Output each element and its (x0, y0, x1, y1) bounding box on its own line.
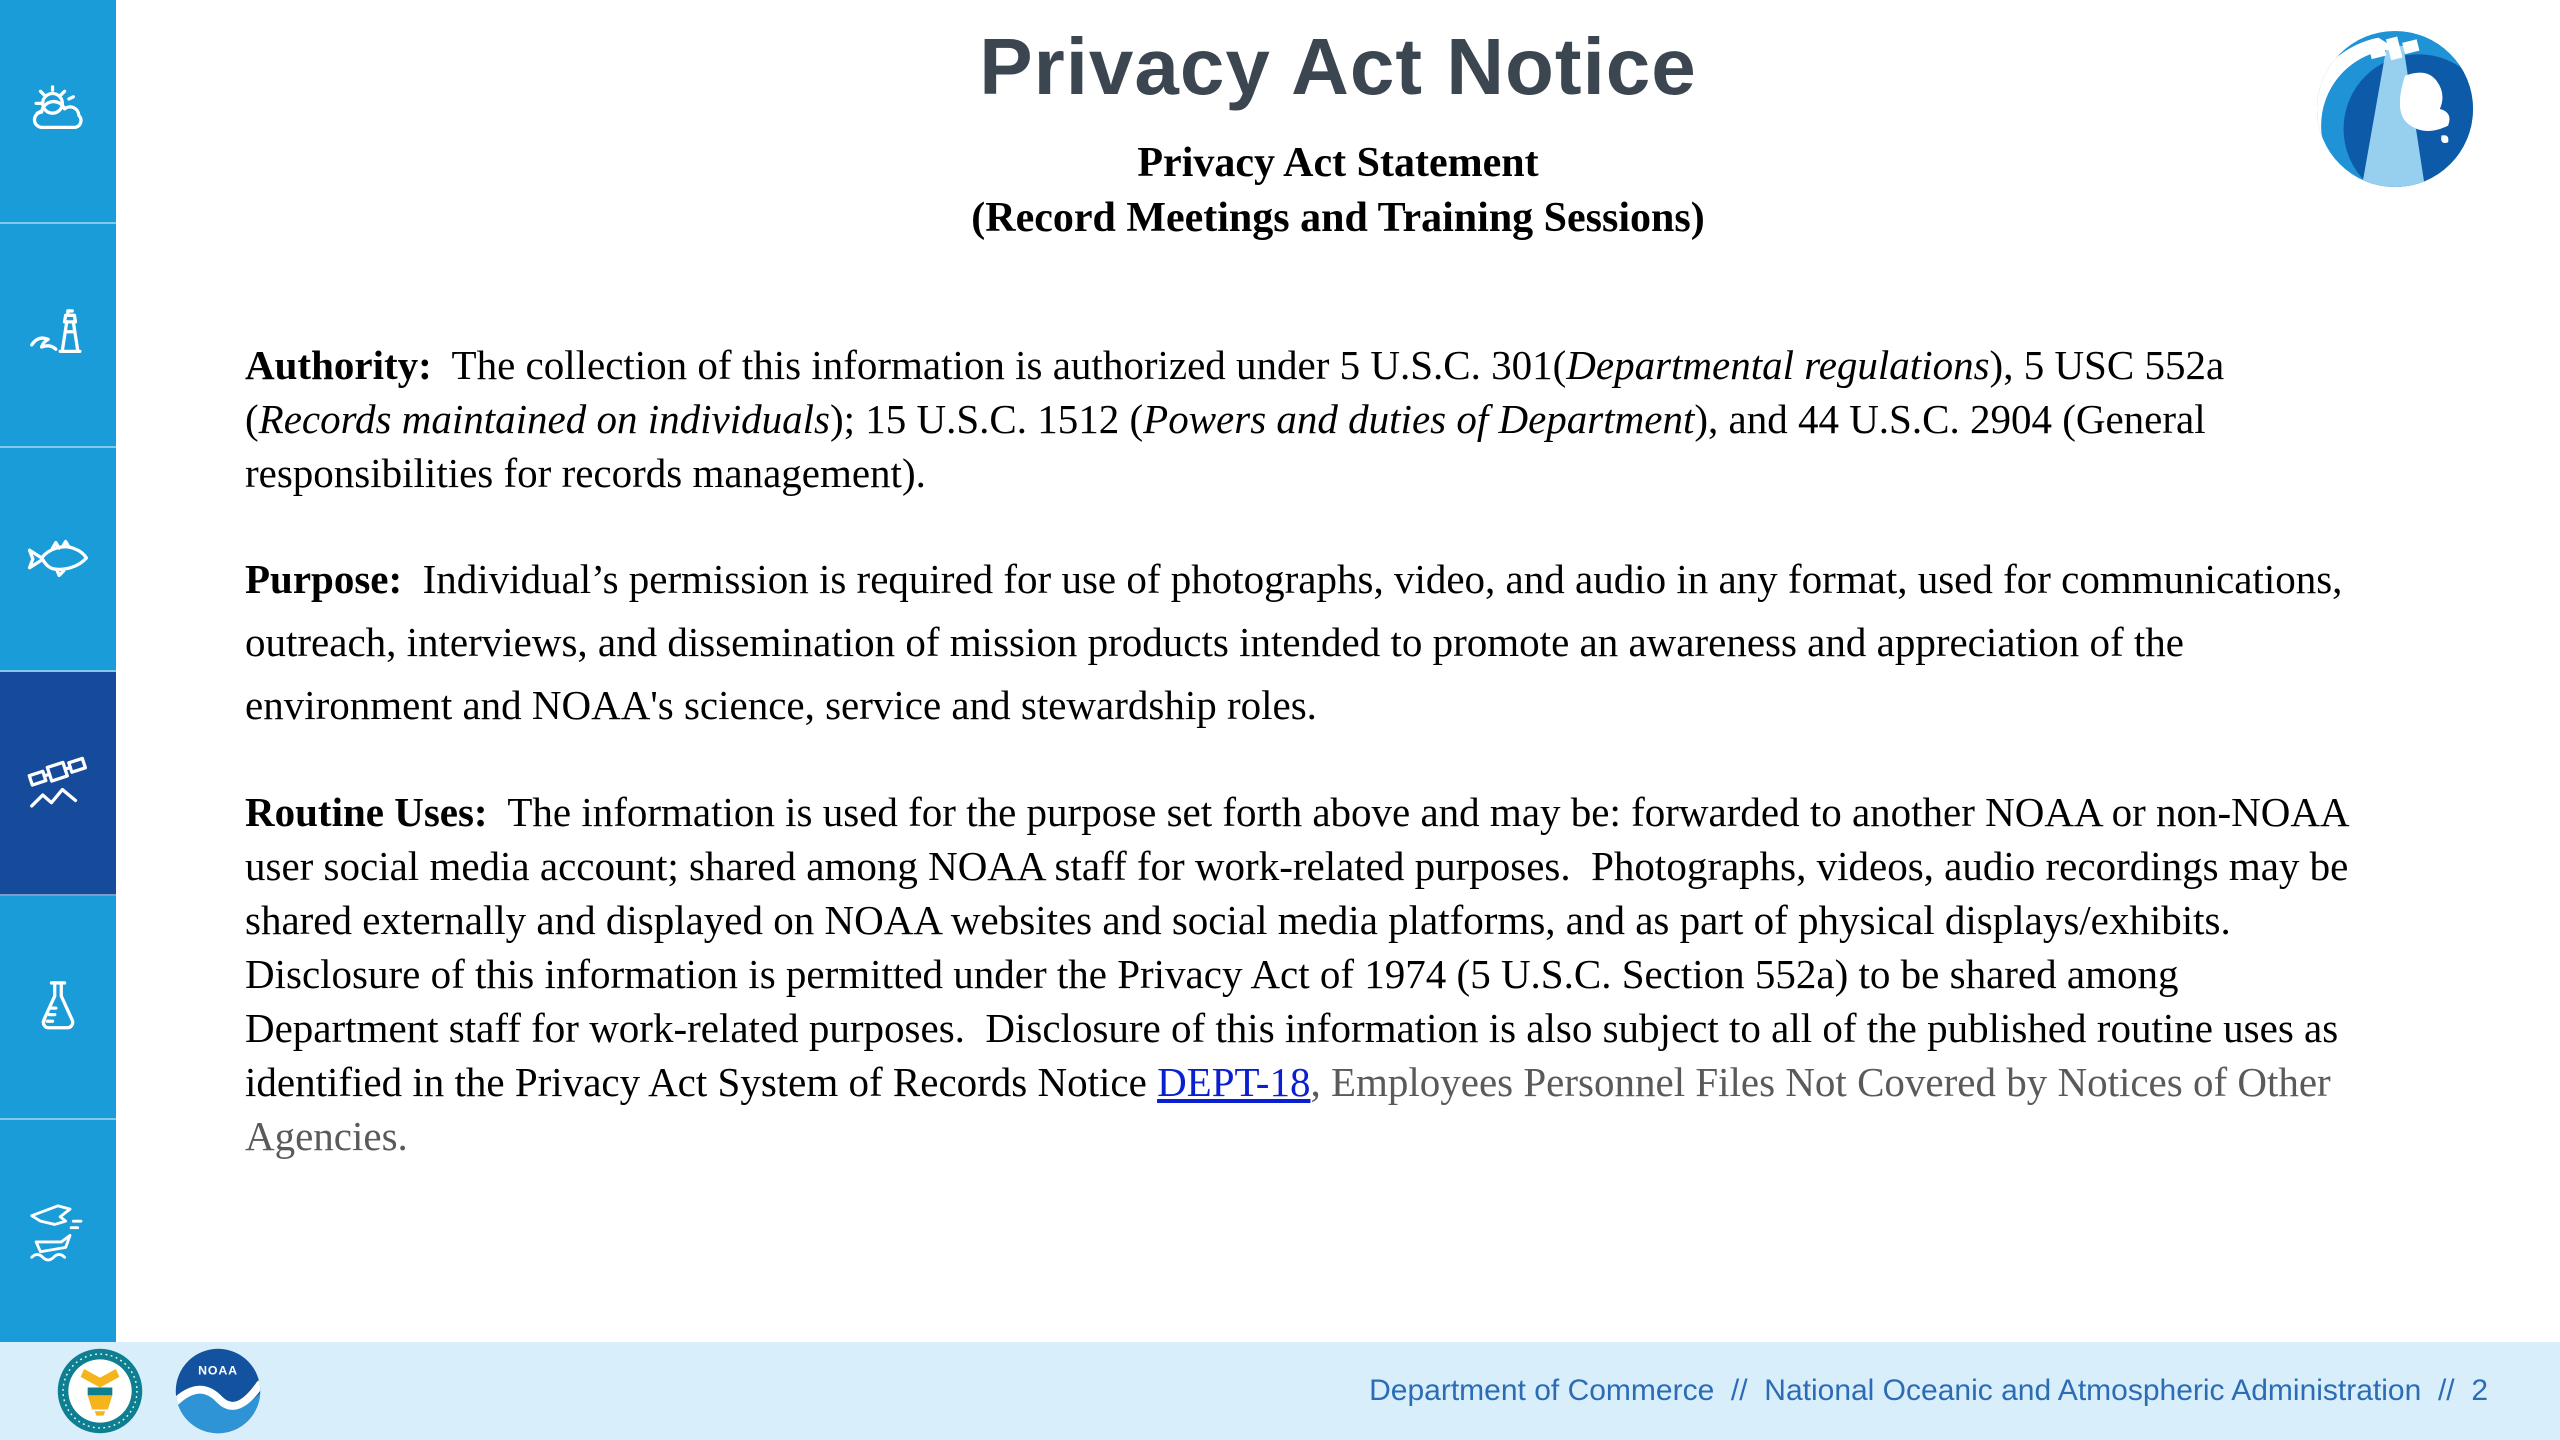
dept-18-link[interactable]: DEPT-18 (1157, 1058, 1311, 1105)
page-title: Privacy Act Notice (979, 22, 1697, 111)
authority-segment: Powers and duties of Department (1143, 395, 1695, 442)
routine-uses-segment: The information is used for the purpose set forth above and may be: forwarded to another NOAA or non-NOAA user social media account; shared among NOAA staff for work-related purposes. Photographs, videos, audio recordings may be shared externally and displayed on NOAA websites and social media platforms, and as part of physical displays/exhibits. Disclosure of this information is permitted under the Privacy Act of 1974 (5 U.S.C. Section 552a) to be shared among Department staff for work-related purposes. Disclosure of this information is also subject to all of the published routine uses as identified in the Privacy Act System of Records Notice (245, 788, 2359, 1105)
purpose-paragraph (245, 548, 2353, 737)
page-number: 2 (2471, 1374, 2488, 1407)
sidebar-item-marine-aviation[interactable] (0, 1120, 116, 1342)
lighthouse-wave-icon (23, 300, 93, 370)
fish-icon (23, 524, 93, 594)
subtitle-line-1: Privacy Act Statement (1137, 139, 1539, 186)
authority-segment: ), and 44 U.S.C. 2904 (General responsibilities for records management). (245, 395, 2216, 496)
sidebar-item-satellites[interactable] (0, 672, 116, 896)
department-of-commerce-seal (56, 1347, 144, 1435)
flask-icon (23, 972, 93, 1042)
sidebar-item-weather[interactable] (0, 0, 116, 224)
noaa-logo-text: NOAA (198, 1363, 238, 1378)
footer-logos (56, 1347, 262, 1435)
plane-ship-icon (23, 1196, 93, 1266)
footer-agency: National Oceanic and Atmospheric Administration (1764, 1374, 2422, 1407)
privacy-statement-text (245, 338, 2359, 1163)
authority-segment: ); 15 U.S.C. 1512 ( (829, 395, 1144, 442)
footer-caption (1369, 1374, 2488, 1408)
sun-cloud-icon (23, 76, 93, 146)
authority-segment: Departmental regulations (1566, 341, 1990, 388)
authority-segment: The collection of this information is authorized under 5 U.S.C. 301( (431, 341, 1567, 388)
sidebar-item-coasts[interactable] (0, 224, 116, 448)
slide-footer (0, 1342, 2560, 1440)
slide-sidebar (0, 0, 116, 1342)
subtitle-line-2: (Record Meetings and Training Sessions) (971, 194, 1705, 241)
purpose-segment: Individual’s permission is required for use of photographs, video, and audio in any format, used for communications, outreach, interviews, and dissemination of mission products intended to promote an awareness and appreciation of the environment and NOAA's science, service and stewardship roles. (245, 555, 2353, 728)
footer-separator-1: // (1714, 1374, 1765, 1407)
routine-uses-paragraph (245, 785, 2359, 1163)
authority-segment: Records maintained on individuals (258, 395, 830, 442)
routine-uses-segment: , Employees Personnel Files Not Covered by Notices of Other Agencies. (245, 1058, 2339, 1159)
noaa-logo (174, 1347, 262, 1435)
authority-segment: Authority: (245, 341, 432, 388)
routine-uses-segment: Routine Uses: (245, 788, 488, 835)
slide-header (116, 0, 2560, 246)
slide-body (116, 0, 2560, 1211)
purpose-segment: Purpose: (245, 555, 403, 602)
slide-subtitle (116, 136, 2560, 246)
sidebar-item-research[interactable] (0, 896, 116, 1120)
footer-department: Department of Commerce (1369, 1374, 1715, 1407)
authority-paragraph (245, 338, 2350, 500)
satellite-icon (23, 748, 93, 818)
authority-segment: ), 5 USC 552a ( (245, 341, 2235, 442)
sidebar-item-fisheries[interactable] (0, 448, 116, 672)
footer-separator-2: // (2421, 1374, 2472, 1407)
